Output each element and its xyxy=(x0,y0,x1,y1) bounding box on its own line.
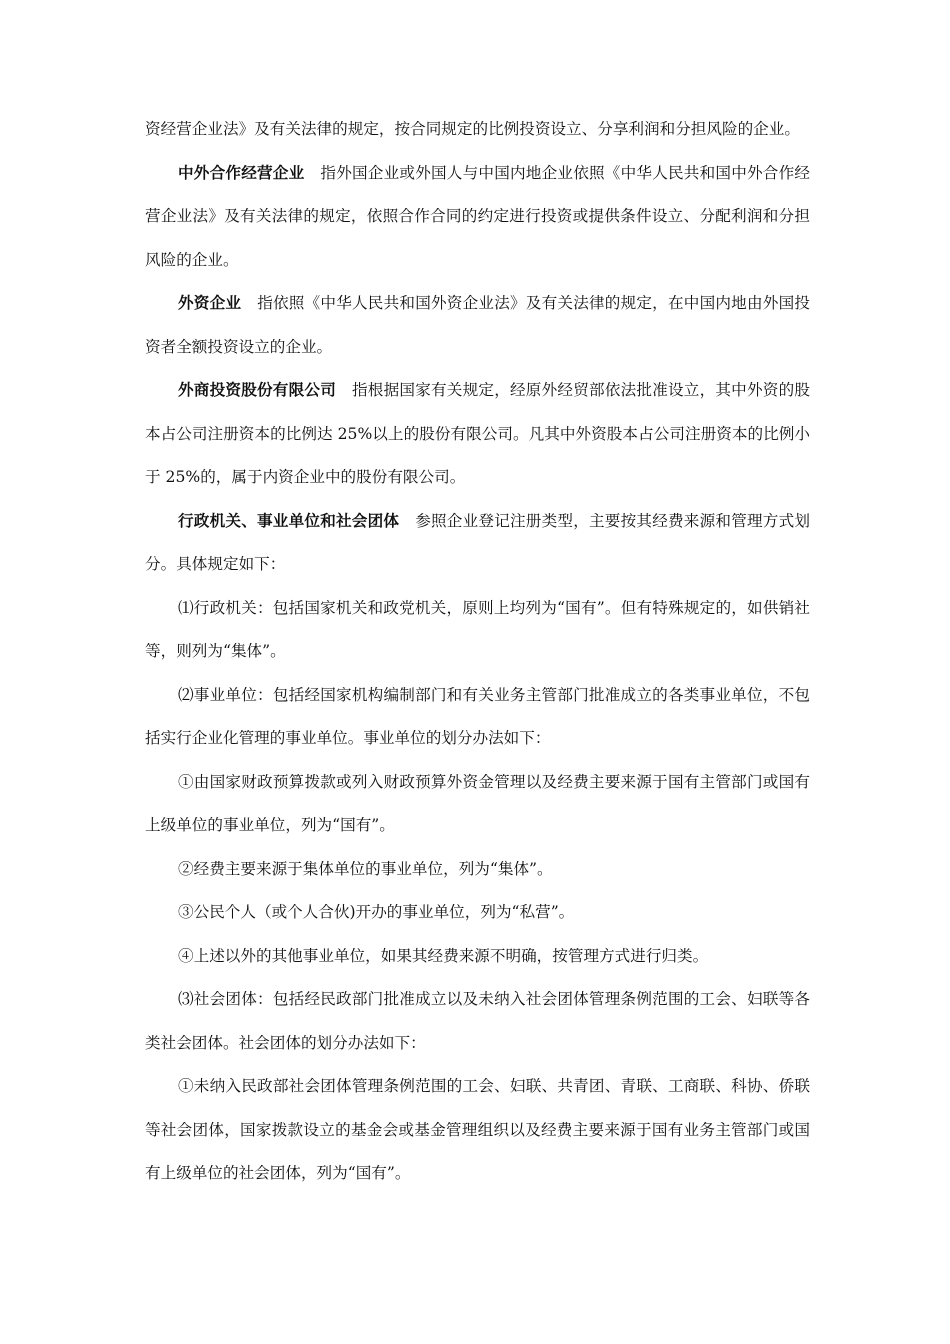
paragraph-foreign-owned xyxy=(145,282,810,369)
paragraph-foreign-invested-stock xyxy=(145,369,810,500)
paragraph-item: ②经费主要来源于集体单位的事业单位，列为“集体”。 xyxy=(178,859,553,878)
paragraph-item: ④上述以外的其他事业单位，如果其经费来源不明确，按管理方式进行归类。 xyxy=(178,946,709,965)
paragraph-item: ①未纳入民政部社会团体管理条例范围的工会、妇联、共青团、青联、工商联、科协、侨联等社会团体，国家拨款设立的基金会或基金管理组织以及经费主要来源于国有业务主管部门或国有上级单位的社会团体，列为“国有”。 xyxy=(145,1077,810,1182)
paragraph-item: ⑶社会团体：包括经民政部门批准成立以及未纳入社会团体管理条例范围的工会、妇联等各类社会团体。社会团体的划分办法如下： xyxy=(145,990,810,1052)
term-heading: 中外合作经营企业 xyxy=(178,163,305,182)
document-body xyxy=(145,108,810,1196)
term-heading: 行政机关、事业单位和社会团体 xyxy=(178,511,400,530)
term-definition: 指外国企业或外国人与中国内地企业依照《中华人民共和国中外合作经营企业法》及有关法律的规定，依照合作合同的约定进行投资或提供条件设立、分配利润和分担风险的企业。 xyxy=(145,163,810,269)
paragraph-sino-foreign-cooperative xyxy=(145,152,810,283)
paragraph-item: ①由国家财政预算拨款或列入财政预算外资金管理以及经费主要来源于国有主管部门或国有上级单位的事业单位，列为“国有”。 xyxy=(145,772,810,834)
paragraph-item: ③公民个人（或个人合伙)开办的事业单位，列为“私营”。 xyxy=(178,903,575,921)
paragraph-item: ⑵事业单位：包括经国家机构编制部门和有关业务主管部门批准成立的各类事业单位，不包括实行企业化管理的事业单位。事业单位的划分办法如下： xyxy=(145,685,810,747)
paragraph-continued: 资经营企业法》及有关法律的规定，按合同规定的比例投资设立、分享利润和分担风险的企业。 xyxy=(145,120,800,138)
term-heading: 外资企业 xyxy=(178,294,242,312)
paragraph-item: ⑴行政机关：包括国家机关和政党机关，原则上均列为“国有”。但有特殊规定的，如供销社等，则列为“集体”。 xyxy=(145,598,810,660)
term-definition: 指依照《中华人民共和国外资企业法》及有关法律的规定，在中国内地由外国投资者全额投资设立的企业。 xyxy=(145,294,810,356)
paragraph-government-institutions xyxy=(145,500,810,587)
term-heading: 外商投资股份有限公司 xyxy=(178,381,336,399)
term-definition: 指根据国家有关规定，经原外经贸部依法批准设立，其中外资的股本占公司注册资本的比例达 25%以上的股份有限公司。凡其中外资股本占公司注册资本的比例小于 25%的，属于内资企业中的股份有限公司。 xyxy=(145,381,810,486)
term-definition: 参照企业登记注册类型，主要按其经费来源和管理方式划分。具体规定如下： xyxy=(145,511,810,573)
